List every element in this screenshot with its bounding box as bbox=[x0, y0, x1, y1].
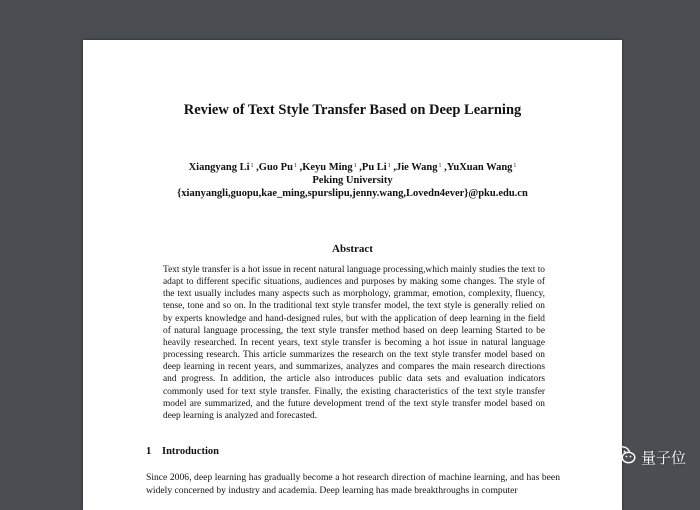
abstract-heading: Abstract bbox=[332, 243, 373, 255]
section-number: 1 bbox=[146, 446, 152, 457]
author-affiliation-mark: 1 bbox=[513, 163, 517, 169]
author-affiliation-mark: 1 bbox=[387, 163, 391, 169]
section-heading bbox=[146, 446, 219, 457]
author-affiliation-mark: 1 bbox=[353, 163, 357, 169]
author-name: Keyu Ming bbox=[302, 162, 353, 173]
author-name: Xiangyang Li bbox=[188, 162, 250, 173]
section-title: Introduction bbox=[162, 446, 219, 457]
paper-title: Review of Text Style Transfer Based on Deep Learning bbox=[183, 102, 522, 118]
watermark bbox=[614, 446, 686, 468]
author-affiliation-mark: 1 bbox=[250, 163, 254, 169]
author-name: Pu Li bbox=[361, 162, 387, 173]
watermark-label: 量子位 bbox=[640, 448, 686, 467]
author-name: Jie Wang bbox=[395, 162, 438, 173]
wechat-icon bbox=[614, 446, 641, 468]
affiliation: Peking University bbox=[312, 175, 393, 186]
author-affiliation-mark: 1 bbox=[293, 163, 297, 169]
author-name: Guo Pu bbox=[258, 162, 293, 173]
abstract-text: Text style transfer is a hot issue in recent natural language processing,which mainly studies the text to adapt to different specific situations, audiences and purposes by making some changes. The style of the text usually includes many aspects such as morphology, grammar, emotion, complexity, fluency, tense, tone and so on. In the traditional text style transfer model, the text style is generally relied on by experts knowledge and hand-designed rules, but with the application of deep learning in the field of natural language processing, the text style transfer method based on deep learning Started to be heavily researched. In recent years, text style transfer is becoming a hot issue in natural language processing research. This article summarizes the research on the text style transfer model based on deep learning in recent years, and summarizes, analyzes and compares the main research directions and progress. In addition, the article also introduces public data sets and evaluation indicators commonly used for text style transfer. Finally, the existing characteristics of the text style transfer model are summarized, and the future development trend of the text style transfer model based on deep learning is analyzed and forecasted. bbox=[163, 265, 545, 421]
author-emails: {xianyangli,guopu,kae_ming,spurslipu,jenny.wang,Lovedn4ever}@pku.edu.cn bbox=[177, 188, 528, 199]
author-block bbox=[83, 161, 622, 200]
introduction-text: Since 2006, deep learning has gradually become a hot research direction of machine learning, and has been widely concerned by industry and academia. Deep learning has made breakthroughs in computer bbox=[146, 472, 560, 496]
author-affiliation-mark: 1 bbox=[438, 163, 442, 169]
author-list: Xiangyang Li$^1$ ,Guo Pu$^1$ ,Keyu Ming$^1$ ,Pu Li$^1$ ,Jie Wang$^1$ ,YuXuan Wang$^1$ bbox=[188, 162, 517, 173]
author-name: YuXuan Wang bbox=[446, 162, 513, 173]
paper-page bbox=[83, 40, 622, 510]
